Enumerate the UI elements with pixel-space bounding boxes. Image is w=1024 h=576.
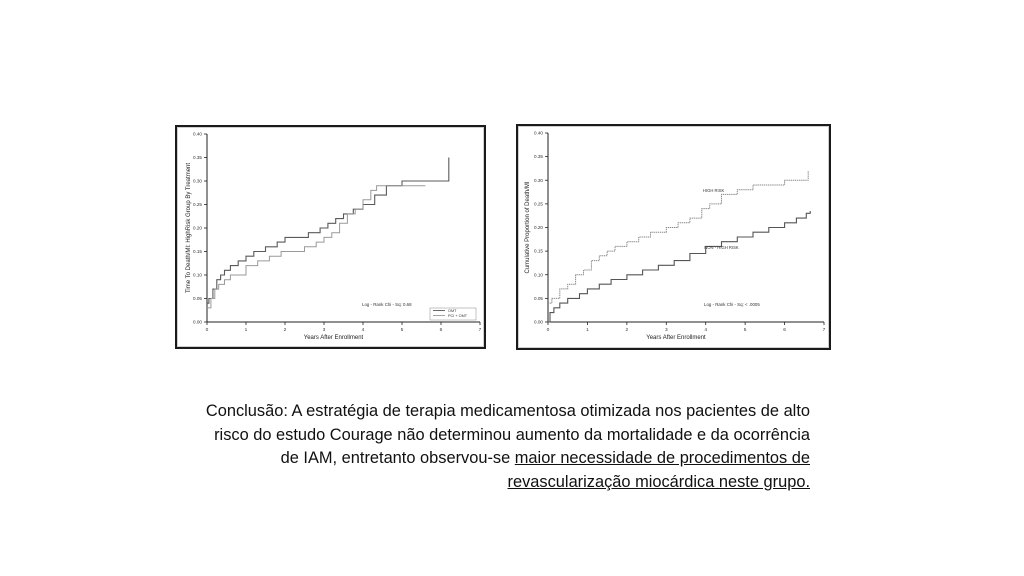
- y-tick-label: 0.20: [534, 225, 543, 231]
- chart-right-svg: [518, 126, 829, 348]
- y-tick-label: 0.00: [534, 319, 543, 325]
- y-tick-label: 0.35: [193, 155, 202, 161]
- series-line-non-high-risk: [548, 211, 810, 322]
- y-tick-label: 0.05: [193, 296, 202, 302]
- x-tick-label: 4: [361, 328, 365, 333]
- stat-annotation: Log - Rank Chi - Sq: 0.68: [362, 302, 412, 307]
- chart-right: [516, 124, 831, 350]
- legend-entry: PCI + OMT: [448, 314, 468, 318]
- chart-left: [175, 125, 486, 349]
- series-line-high-risk: [548, 171, 808, 303]
- x-tick-label: 6: [439, 328, 443, 333]
- x-tick-label: 0: [546, 328, 550, 333]
- y-tick-label: 0.35: [534, 154, 543, 160]
- x-tick-label: 7: [478, 328, 482, 333]
- x-axis-label: Years After Enrollment: [303, 335, 364, 341]
- x-tick-label: 0: [205, 328, 209, 333]
- series-label-high-risk: HIGH RISK: [702, 188, 725, 194]
- x-tick-label: 1: [586, 328, 589, 333]
- y-tick-label: 0.30: [534, 177, 543, 183]
- y-tick-label: 0.10: [193, 272, 202, 278]
- series-line-omt: [207, 158, 449, 304]
- chart-left-svg: [177, 127, 484, 347]
- x-tick-label: 5: [743, 328, 747, 333]
- y-tick-label: 0.00: [193, 319, 202, 325]
- y-tick-label: 0.25: [534, 201, 543, 207]
- x-tick-label: 3: [322, 328, 326, 333]
- conclusion-text: [196, 400, 810, 494]
- conclusion-main: Conclusão: A estratégia de terapia medicamentosa otimizada nos pacientes de alto risco do estudo Courage não determinou aumento da mortalidade e da ocorrência de IAM, entretanto observou-se: [205, 402, 810, 467]
- stat-annotation: Log - Rank Chi - Sq: < .0005: [704, 302, 760, 307]
- y-tick-label: 0.15: [193, 249, 202, 255]
- x-tick-label: 4: [704, 328, 708, 333]
- y-tick-label: 0.40: [534, 130, 543, 136]
- series-label-non-high-risk: NON - HIGH RISK: [704, 244, 739, 250]
- y-tick-label: 0.20: [193, 225, 202, 231]
- y-axis-label: Cumulative Proportion of Death/MI: [525, 181, 531, 274]
- x-tick-label: 2: [625, 328, 629, 333]
- x-tick-label: 7: [822, 328, 826, 333]
- y-tick-label: 0.10: [534, 272, 543, 278]
- y-tick-label: 0.40: [193, 131, 202, 137]
- y-tick-label: 0.30: [193, 178, 202, 184]
- y-tick-label: 0.05: [534, 295, 543, 301]
- x-tick-label: 3: [664, 328, 668, 333]
- y-tick-label: 0.15: [534, 248, 543, 254]
- x-axis-label: Years After Enrollment: [646, 335, 706, 341]
- y-axis-label: Time To Death/MI: HighRisk Group By Treatment: [186, 162, 192, 294]
- x-tick-label: 6: [783, 328, 786, 333]
- series-line-pci-omt: [207, 186, 425, 308]
- conclusion-underlined: maior necessidade de procedimentos de revascularização miocárdica neste grupo.: [507, 449, 810, 491]
- x-tick-label: 5: [400, 328, 404, 333]
- legend-entry: OMT: [448, 309, 457, 313]
- y-tick-label: 0.25: [193, 202, 202, 208]
- x-tick-label: 1: [244, 328, 248, 333]
- x-tick-label: 2: [283, 328, 287, 333]
